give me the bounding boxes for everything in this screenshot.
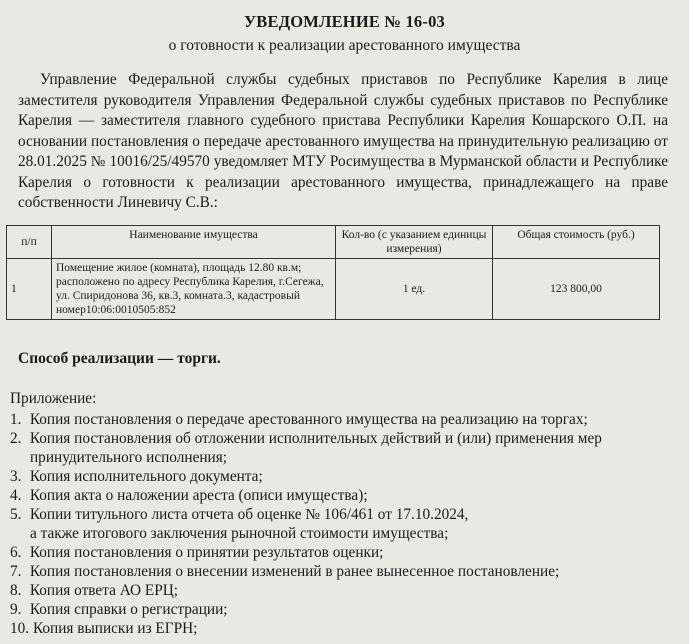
- sale-method: Способ реализации — торги.: [18, 350, 221, 367]
- list-item: 8. Копия ответа АО ЕРЦ;: [10, 582, 178, 599]
- header-name: Наименование имущества: [52, 226, 336, 259]
- appendix-list: [10, 410, 680, 638]
- list-item: 9. Копия справки о регистрации;: [10, 601, 228, 618]
- list-item: 6. Копия постановления о принятии результатов оценки;: [10, 544, 384, 561]
- list-item: 1. Копия постановления о передаче арестованного имущества на реализацию на торгах;: [10, 411, 588, 428]
- list-item: 3. Копия исполнительного документа;: [10, 468, 263, 485]
- appendix-title: Приложение:: [10, 390, 97, 407]
- header-qty: Кол-во (с указанием единицы измерения): [336, 226, 493, 259]
- list-item: 2. Копия постановления об отложении исполнительных действий и (или) применения мер принудительного исполнения;: [10, 430, 602, 466]
- cell-name: Помещение жилое (комната), площадь 12.80 кв.м; расположено по адресу Республика Карелия, г.Сегежа, ул. Спиридонова 36, кв.3, комната.3, кадастровый номер10:06:0010505:852: [52, 259, 336, 320]
- intro-paragraph: Управление Федеральной службы судебных приставов по Республике Карелия в лице заместителя руководителя Управления Федеральной службы судебных приставов по Республике Карелия — заместителя главного судебного пристава Республики Карелия Кошарского О.П. на основании постановления о передаче арестованного имущества на принудительную реализацию от 28.01.2025 № 10016/25/49570 уведомляет МТУ Росимущества в Мурманской области и Республике Карелия о готовности к реализации арестованного имущества, принадлежащего на праве собственности Линевичу С.В.:: [18, 71, 668, 211]
- table-row: [7, 259, 660, 320]
- header-num: п/п: [7, 226, 52, 259]
- header-cost: Общая стоимость (руб.): [493, 226, 660, 259]
- cell-cost: 123 800,00: [493, 259, 660, 320]
- cell-qty: 1 ед.: [336, 259, 493, 320]
- document-subtitle: о готовности к реализации арестованного имущества: [168, 37, 521, 54]
- document-title: УВЕДОМЛЕНИЕ № 16-03: [244, 12, 445, 31]
- list-item: 7. Копия постановления о внесении изменений в ранее вынесенное постановление;: [10, 563, 560, 580]
- cell-num: 1: [7, 259, 52, 320]
- list-item: 4. Копия акта о наложении ареста (описи имущества);: [10, 487, 368, 504]
- table-header-row: [7, 226, 660, 259]
- list-item: 5. Копии титульного листа отчета об оценке № 106/461 от 17.10.2024, а также итогового заключения рыночной стоимости имущества;: [10, 506, 469, 542]
- property-table: [6, 225, 660, 320]
- list-item: 10. Копия выписки из ЕГРН;: [10, 620, 198, 637]
